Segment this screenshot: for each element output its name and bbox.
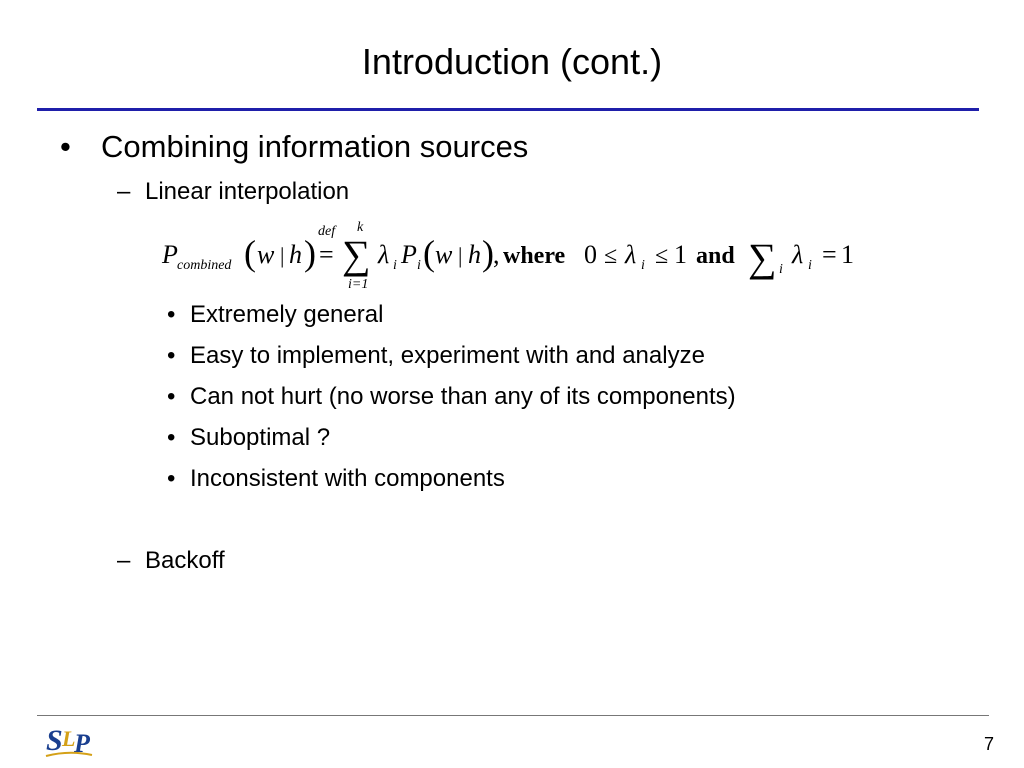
bullet-text: Suboptimal ?	[190, 424, 331, 451]
dash-marker: –	[117, 547, 131, 574]
formula-sum: ∑	[342, 232, 371, 277]
formula-eq2: =	[822, 240, 837, 269]
logo-letter-p: P	[74, 729, 90, 758]
formula-bar2: |	[458, 243, 463, 268]
subbullet-text: Linear interpolation	[145, 178, 350, 205]
sub-sub-bullet	[167, 423, 330, 453]
page-number: 7	[983, 734, 994, 754]
formula-lambda2: λ	[625, 240, 637, 269]
formula-combined: combined	[177, 258, 232, 273]
formula-sum2: ∑	[748, 235, 777, 280]
formula-sub-i4: i	[779, 262, 783, 277]
formula-bar: |	[280, 243, 285, 268]
formula-def: def	[318, 224, 336, 239]
footer-divider	[37, 715, 989, 716]
formula-w2: w	[435, 240, 453, 269]
formula-w: w	[257, 240, 275, 269]
bullet-marker: •	[167, 465, 176, 492]
formula-lparen: (	[244, 233, 256, 273]
bullet-text: Extremely general	[190, 301, 384, 328]
formula-comma: ,	[493, 240, 500, 269]
formula-and: and	[696, 243, 735, 269]
formula-le1: ≤	[604, 243, 618, 269]
formula-rparen2: )	[482, 233, 494, 273]
subbullet-linear-interpolation	[117, 177, 349, 207]
formula-lambda: λ	[378, 240, 390, 269]
bullet-text: Can not hurt (no worse than any of its components)	[190, 383, 736, 410]
formula-sub-i5: i	[808, 258, 812, 273]
formula-eq: =	[319, 240, 334, 269]
slide-title: Introduction (cont.)	[361, 41, 663, 82]
formula-where: where	[503, 243, 566, 269]
interpolation-formula	[158, 218, 858, 294]
formula-rparen: )	[304, 233, 316, 273]
formula-one: 1	[674, 240, 687, 269]
bullet-text: Easy to implement, experiment with and analyze	[190, 342, 705, 369]
formula-zero: 0	[584, 240, 597, 269]
formula-one2: 1	[841, 240, 854, 269]
sub-sub-bullet	[167, 382, 736, 412]
formula-sub-i3: i	[641, 258, 645, 273]
formula-lambda3: λ	[792, 240, 804, 269]
formula-h2: h	[468, 240, 481, 269]
title-divider	[37, 108, 979, 111]
formula-sub-i2: i	[417, 258, 421, 273]
sub-sub-bullet	[167, 464, 505, 494]
formula-P2: P	[401, 240, 417, 269]
bullet-marker: •	[167, 383, 176, 410]
bullet-marker: •	[60, 129, 71, 164]
formula-lparen2: (	[423, 233, 435, 273]
dash-marker: –	[117, 178, 131, 205]
logo-letter-s: S	[46, 724, 63, 757]
bullet-text: Combining information sources	[101, 129, 529, 164]
subbullet-backoff	[117, 546, 225, 576]
formula-P: P	[162, 240, 178, 269]
sub-sub-bullet	[167, 341, 705, 371]
bullet-text: Inconsistent with components	[190, 465, 505, 492]
subbullet-text: Backoff	[145, 547, 225, 574]
formula-k: k	[357, 220, 364, 235]
formula-h: h	[289, 240, 302, 269]
bullet-marker: •	[167, 424, 176, 451]
sub-sub-bullet	[167, 300, 383, 330]
formula-sub-i: i	[393, 258, 397, 273]
bullet-marker: •	[167, 342, 176, 369]
formula-le2: ≤	[655, 243, 669, 269]
bullet-combining-sources	[60, 126, 528, 168]
formula-i-eq-1: i=1	[348, 277, 369, 292]
bullet-marker: •	[167, 301, 176, 328]
slp-logo	[44, 722, 94, 762]
logo-letter-l: L	[62, 726, 76, 751]
